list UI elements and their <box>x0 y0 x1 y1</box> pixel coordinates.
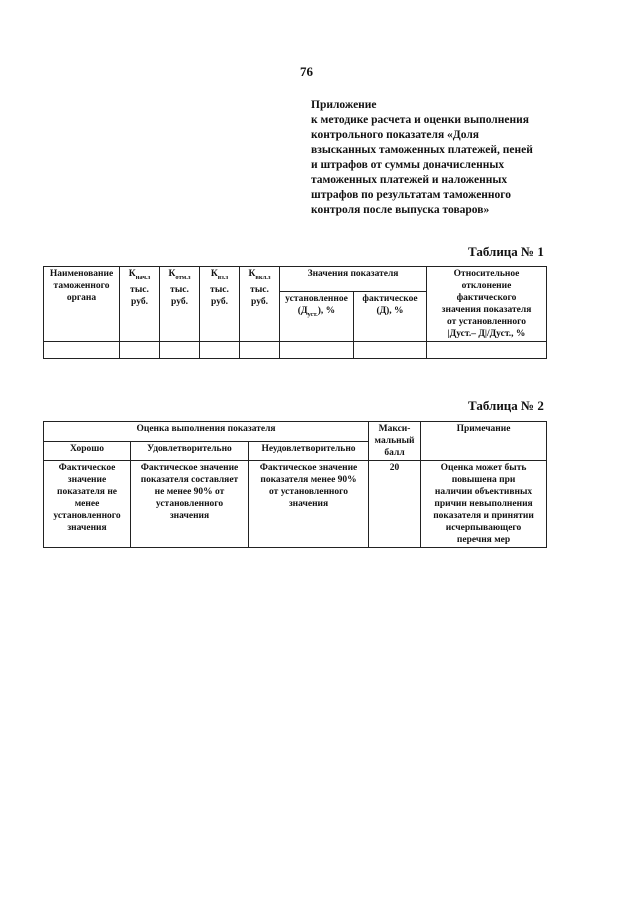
table-cell <box>200 342 240 359</box>
header-customs-body <box>44 267 120 342</box>
cell-line: Фактическое значение <box>259 463 358 473</box>
table-cell <box>427 342 547 359</box>
table-cell <box>160 342 200 359</box>
header-evaluation: Оценка выполнения показателя <box>44 422 369 442</box>
table-row <box>44 267 547 292</box>
header-k-collected <box>200 267 240 342</box>
cell-satisfactory-criteria <box>131 461 249 548</box>
header-indicator-values: Значения показателя <box>280 267 427 292</box>
table1-caption: Таблица № 1 <box>468 244 544 259</box>
header-line: фактическое <box>362 293 418 304</box>
unit-line: руб. <box>211 296 228 307</box>
cell-line: Фактическое <box>58 463 116 473</box>
cell-line: Оценка может быть <box>440 463 527 473</box>
planned-subscript: уст. <box>307 310 318 318</box>
header-grade-unsatisfactory: Неудовлетворительно <box>249 441 369 461</box>
table-cell <box>240 342 280 359</box>
header-grade-good: Хорошо <box>44 441 131 461</box>
cell-note <box>421 461 547 548</box>
unit-line: руб. <box>131 296 148 307</box>
header-line: Наименование <box>49 269 114 279</box>
table-cell <box>354 342 427 359</box>
cell-line: значения <box>288 499 329 509</box>
header-k-assessed <box>120 267 160 342</box>
cell-line: перечня мер <box>456 535 511 545</box>
appendix-line: штрафов по результатам таможенного <box>311 189 511 201</box>
header-relative-deviation <box>427 267 547 342</box>
k-subscript: нач.з <box>135 273 151 281</box>
table-cell <box>120 342 160 359</box>
k-symbol: К <box>210 269 218 279</box>
k-symbol: К <box>168 269 176 279</box>
table2-caption: Таблица № 2 <box>468 398 544 413</box>
cell-line: Фактическое значение <box>140 463 239 473</box>
cell-line: значения <box>169 511 210 521</box>
page-number: 76 <box>300 64 313 79</box>
table-row <box>44 422 547 442</box>
cell-line: причин невыполнения <box>434 499 533 509</box>
header-line: таможенного <box>53 281 110 291</box>
table-row <box>44 342 547 359</box>
table-cell <box>280 342 354 359</box>
unit-line: руб. <box>171 296 188 307</box>
deviation-formula: |Дуст.– Д|/Дуст., % <box>447 329 526 339</box>
header-k-cancelled <box>160 267 200 342</box>
cell-line: от установленного <box>269 487 348 497</box>
header-line: (Д <box>297 305 308 316</box>
k-subscript: вкл.з <box>255 273 271 281</box>
k-subscript: вз.з <box>217 273 229 281</box>
cell-line: показателя составляет <box>140 475 239 485</box>
cell-line: показателя менее 90% <box>260 475 357 485</box>
header-line: отклонение <box>461 281 512 291</box>
appendix-line: контрольного показателя «Доля <box>311 129 479 141</box>
appendix-line: таможенных платежей и наложенных <box>311 174 508 186</box>
header-line: (Д), % <box>376 305 404 316</box>
unit-line: тыс. <box>170 284 189 295</box>
cell-line: показателя не <box>56 487 118 497</box>
unit-line: тыс. <box>130 284 149 295</box>
appendix-line: взысканных таможенных платежей, пеней <box>311 144 533 156</box>
cell-line: менее <box>74 499 100 509</box>
cell-good-criteria <box>44 461 131 548</box>
header-line: мальный <box>374 436 415 446</box>
header-note: Примечание <box>421 422 547 461</box>
cell-line: установленного <box>53 511 121 521</box>
k-subscript: отм.з <box>175 273 191 281</box>
header-line: органа <box>66 293 97 303</box>
header-planned-value <box>280 291 354 342</box>
unit-line: тыс. <box>250 284 269 295</box>
table-row <box>44 461 547 548</box>
k-symbol: К <box>248 269 256 279</box>
cell-line: установленного <box>155 499 224 509</box>
header-line: значения показателя <box>441 305 532 315</box>
cell-max-score: 20 <box>369 461 421 548</box>
cell-unsatisfactory-criteria <box>249 461 369 548</box>
cell-line: не менее 90% от <box>154 487 225 497</box>
unit-line: руб. <box>251 296 268 307</box>
cell-line: значения <box>67 523 107 533</box>
header-grade-satisfactory: Удовлетворительно <box>131 441 249 461</box>
header-line: установленное <box>285 293 348 304</box>
appendix-header <box>311 98 561 218</box>
indicator-values-table <box>43 266 547 359</box>
appendix-line: к методике расчета и оценки выполнения <box>311 114 529 126</box>
cell-line: значение <box>67 475 107 485</box>
header-line: балл <box>384 448 405 458</box>
header-line: Макси- <box>378 424 411 434</box>
table-cell <box>44 342 120 359</box>
unit-line: тыс. <box>210 284 229 295</box>
cell-line: исчерпывающего <box>445 523 522 533</box>
evaluation-table <box>43 421 547 548</box>
header-k-included <box>240 267 280 342</box>
appendix-line: Приложение <box>311 99 377 111</box>
header-actual-value <box>354 291 427 342</box>
cell-line: повышена при <box>451 475 516 485</box>
cell-line: наличии объективных <box>434 487 533 497</box>
appendix-line: и штрафов от суммы доначисленных <box>311 159 505 171</box>
header-max-score <box>369 422 421 461</box>
cell-line: показателя и принятии <box>433 511 534 521</box>
header-line: Относительное <box>453 269 520 279</box>
k-symbol: К <box>128 269 136 279</box>
appendix-line: контроля после выпуска товаров» <box>311 204 490 216</box>
header-line: фактического <box>456 293 517 303</box>
header-line: ), % <box>317 305 336 316</box>
header-line: от установленного <box>447 317 526 327</box>
